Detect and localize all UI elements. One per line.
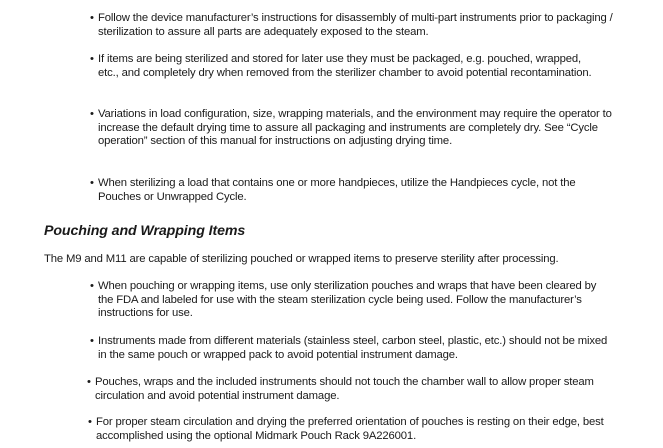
bullet-text: Follow the device manufacturer’s instructions for disassembly of multi-part instruments prior to packaging / sterilization to assure all parts are adequately exposed to the steam. [98, 12, 613, 38]
bullet-disassembly [90, 12, 616, 39]
section-intro: The M9 and M11 are capable of sterilizing pouched or wrapped items to preserve sterility after processing. [44, 253, 559, 265]
bullet-marker: • [90, 280, 94, 292]
bullet-materials [90, 335, 608, 362]
bullet-fda-pouches [90, 280, 603, 321]
bullet-marker: • [90, 177, 94, 189]
bullet-chamber-wall [87, 376, 615, 403]
bullet-marker: • [87, 376, 91, 388]
bullet-text: When pouching or wrapping items, use only sterilization pouches and wraps that have been cleared by the FDA and labeled for use with the steam sterilization cycle being used. Follow the manufacturer’s instructions for use. [98, 280, 597, 320]
bullet-text: Variations in load configuration, size, wrapping materials, and the environment may require the operator to increase the default drying time to assure all packaging and instruments are completely dry. See “Cycle operation” section of this manual for instructions on adjusting drying time. [98, 108, 612, 148]
bullet-drying-time [90, 108, 618, 149]
bullet-marker: • [90, 108, 94, 120]
bullet-marker: • [90, 53, 94, 65]
section-heading: Pouching and Wrapping Items [44, 223, 246, 239]
bullet-packaging-dry [90, 53, 603, 80]
bullet-marker: • [90, 335, 94, 347]
bullet-text: When sterilizing a load that contains one or more handpieces, utilize the Handpieces cycle, not the Pouches or Unwrapped Cycle. [98, 177, 576, 203]
bullet-text: Instruments made from different materials (stainless steel, carbon steel, plastic, etc.) should not be mixed in the same pouch or wrapped pack to avoid potential instrument damage. [98, 335, 608, 361]
bullet-handpieces [90, 177, 613, 204]
bullet-text: Pouches, wraps and the included instruments should not touch the chamber wall to allow proper steam circulation and avoid potential instrument damage. [95, 376, 594, 402]
bullet-marker: • [88, 416, 92, 428]
bullet-text: For proper steam circulation and drying the preferred orientation of pouches is resting on their edge, best accomplished using the optional Midmark Pouch Rack 9A226001. [96, 416, 604, 442]
bullet-pouch-rack [88, 416, 618, 443]
bullet-text: If items are being sterilized and stored for later use they must be packaged, e.g. pouched, wrapped, etc., and completely dry when removed from the sterilizer chamber to avoid potential recontamination. [98, 53, 592, 79]
bullet-marker: • [90, 12, 94, 24]
